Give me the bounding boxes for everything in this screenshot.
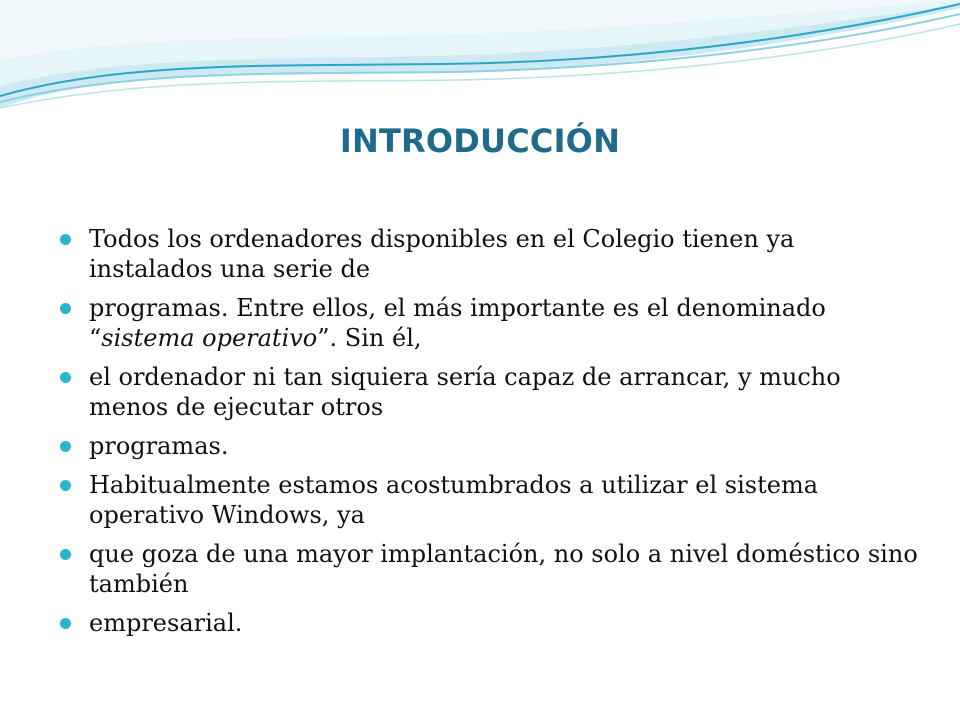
list-item <box>60 470 920 530</box>
list-item-text: empresarial. <box>89 609 243 637</box>
list-item <box>60 224 920 284</box>
list-item-text-emphasis: sistema operativo <box>101 324 318 352</box>
bullet-dot-icon <box>60 372 71 383</box>
list-item <box>60 362 920 422</box>
bullet-dot-icon <box>60 480 71 491</box>
bullet-dot-icon <box>60 303 71 314</box>
list-item-text: Todos los ordenadores disponibles en el Colegio tienen ya instalados una serie de <box>89 225 795 283</box>
bullet-list <box>60 224 920 647</box>
slide-title: INTRODUCCIÓN <box>339 122 621 160</box>
header-wave-decoration <box>0 0 960 120</box>
list-item <box>60 431 920 461</box>
bullet-dot-icon <box>60 441 71 452</box>
bullet-dot-icon <box>60 549 71 560</box>
list-item-text: programas. <box>89 432 229 460</box>
list-item <box>60 539 920 599</box>
list-item-text-post: ”. Sin él, <box>317 324 422 352</box>
list-item-text: que goza de una mayor implantación, no solo a nivel doméstico sino también <box>89 540 918 598</box>
list-item-text-pre: programas. Entre ellos, el más importante es el denominado “ <box>89 294 826 352</box>
bullet-dot-icon <box>60 234 71 245</box>
list-item <box>60 293 920 353</box>
list-item-text: Habitualmente estamos acostumbrados a utilizar el sistema operativo Windows, ya <box>89 471 819 529</box>
bullet-dot-icon <box>60 618 71 629</box>
list-item <box>60 608 920 638</box>
list-item-text: el ordenador ni tan siquiera sería capaz de arrancar, y mucho menos de ejecutar otros <box>89 363 841 421</box>
